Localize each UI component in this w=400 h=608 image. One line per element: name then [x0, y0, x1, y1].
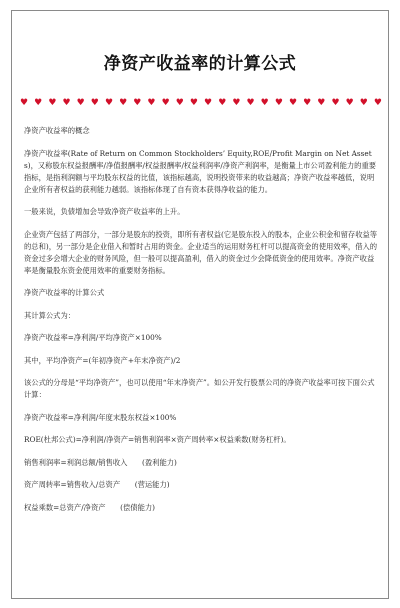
paragraph: 资产周转率=销售收入/总资产 (营运能力): [24, 480, 170, 489]
paragraph: 销售利润率=利润总额/销售收入 (盈利能力): [24, 457, 177, 467]
paragraph: 净资产收益率的概念: [24, 126, 90, 135]
heart-icon: ♥: [161, 98, 170, 108]
heart-icon: ♥: [232, 98, 241, 108]
heart-icon: ♥: [331, 98, 340, 108]
heart-icon: ♥: [204, 98, 213, 108]
heart-icon: ♥: [90, 98, 99, 108]
paragraph: 净资产收益率(Rate of Return on Common Stockholders’ Equity,ROE/Profit Margin on Net Assets)，又称股东权益报酬率/净值报酬率/权益报酬率/权益利润率/净资产利润率，是衡量上市公司盈利能力的重要指标，是指利润额与平均股东权益的比值，该指标越高，说明投资带来的收益越高；净资产收益率越低，说明企业所有者权益的获利能力越弱。该指标体现了自有资本获得净收益的能力。: [24, 148, 377, 194]
heart-icon: ♥: [274, 98, 283, 108]
paragraph: 其计算公式为：: [24, 310, 76, 320]
paragraph: 一般来说，负债增加会导致净资产收益率的上升。: [24, 207, 185, 216]
heart-icon: ♥: [373, 98, 382, 108]
paragraph: ROE(杜邦公式)=净利润/净资产=销售利润率×资产周转率×权益乘数(财务杠杆)。: [24, 435, 291, 444]
heart-icon: ♥: [119, 98, 128, 108]
heart-icon: ♥: [246, 98, 255, 108]
heart-icon: ♥: [345, 98, 354, 108]
paragraph: 该公式的分母是“平均净资产”，也可以使用“年末净资产”。如公开发行股票公司的净资产收益率可按下面公式计算：: [24, 378, 375, 399]
heart-icon: ♥: [34, 98, 43, 108]
heart-icon: ♥: [147, 98, 156, 108]
heart-icon: ♥: [317, 98, 326, 108]
heart-divider: [20, 97, 382, 109]
heart-icon: ♥: [303, 98, 312, 108]
heart-icon: ♥: [62, 98, 71, 108]
paragraph: 企业资产包括了两部分，一部分是股东的投资，即所有者权益(它是股东投入的股本，企业公积金和留存收益等的总和)，另一部分是企业借入和暂时占用的资金。企业适当的运用财务杠杆可以提高资金的使用效率，借入的资金过多会增大企业的财务风险，但一般可以提高盈利，借入的资金过少会降低资金的使用效率。净资产收益率是衡量股东资金使用效率的重要财务指标。: [24, 229, 378, 275]
heart-icon: ♥: [104, 98, 114, 108]
heart-icon: ♥: [76, 98, 85, 108]
heart-icon: ♥: [359, 98, 368, 108]
heart-icon: ♥: [133, 98, 142, 108]
heart-icon: ♥: [218, 98, 227, 108]
paragraph: 权益乘数=总资产/净资产 (偿债能力): [24, 502, 156, 512]
heart-icon: ♥: [20, 98, 29, 108]
heart-icon: ♥: [48, 98, 57, 108]
page-title: 净资产收益率的计算公式: [103, 54, 297, 74]
document-body: [24, 125, 378, 514]
heart-icon: ♥: [175, 98, 184, 108]
document-page: [11, 10, 389, 599]
paragraph: 净资产收益率的计算公式: [24, 288, 105, 297]
heart-icon: ♥: [260, 98, 269, 108]
paragraph: 其中，平均净资产=(年初净资产+年末净资产)/2: [24, 355, 181, 365]
heart-icon: ♥: [288, 98, 298, 108]
heart-icon: ♥: [189, 98, 198, 108]
paragraph: 净资产收益率=净利润/年度末股东权益×100%: [24, 412, 177, 422]
paragraph: 净资产收益率=净利润/平均净资产×100%: [24, 333, 162, 342]
